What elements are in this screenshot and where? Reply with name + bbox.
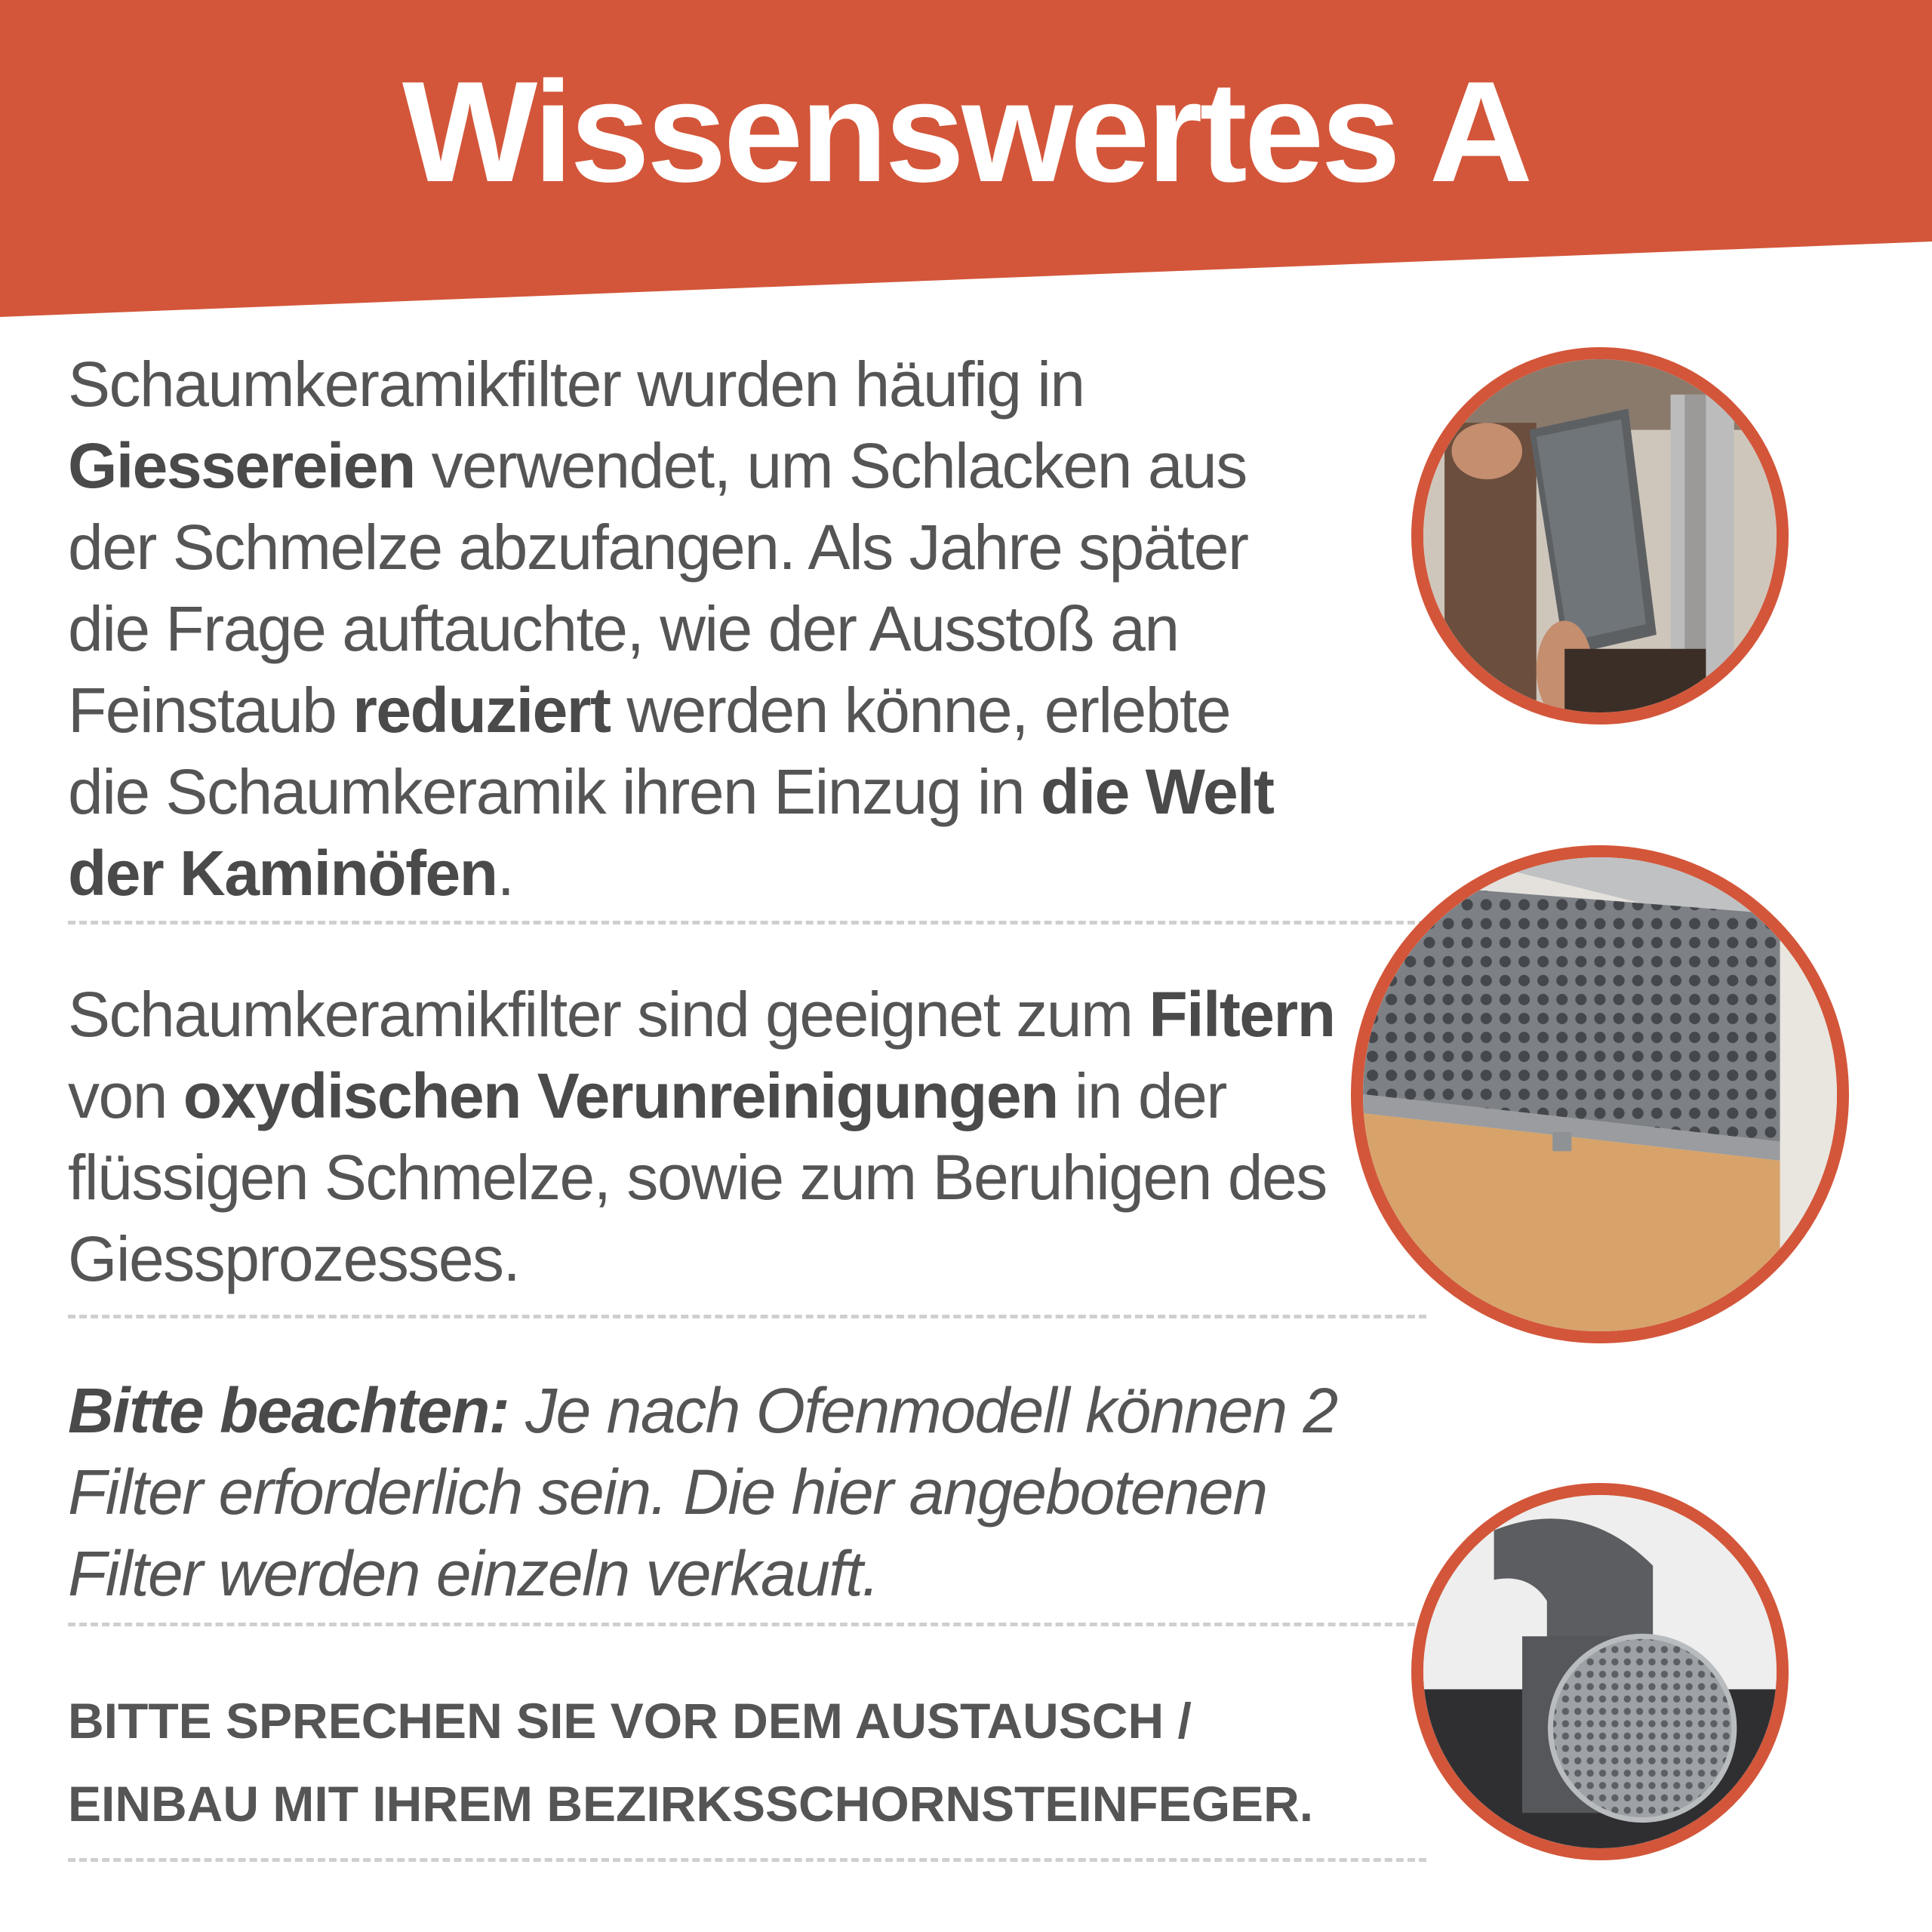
dashed-divider <box>68 1858 1426 1862</box>
text-segment: Je nach Ofenmodell können 2 Filter erforderlich sein. Die hier angebotenen Filter werden einzeln verkauft. <box>68 1375 1337 1609</box>
bold-segment: Bitte beachten: <box>68 1375 509 1446</box>
hands-inserting-filter-photo <box>1411 347 1789 724</box>
bold-segment: reduziert <box>352 675 611 746</box>
page-title: Wissenswertes A <box>401 52 1531 212</box>
foam-ceramic-filter-closeup-photo <box>1351 845 1849 1343</box>
notice-line: EINBAU MIT IHREM BEZIRKSSCHORNSTEINFEGER. <box>68 1776 1314 1832</box>
dashed-divider <box>68 921 1426 924</box>
notice-line: BITTE SPRECHEN SIE VOR DEM AUSTAUSCH / <box>68 1693 1192 1749</box>
info-paragraph-history <box>68 343 1291 914</box>
chimney-sweep-notice <box>68 1679 1426 1845</box>
text-segment: Schaumkeramikfilter sind geeignet zum <box>68 979 1149 1050</box>
bold-segment: oxydischen Verunreinigungen <box>183 1060 1058 1131</box>
bold-segment: die Welt der Kaminöfen <box>68 756 1274 909</box>
text-segment: Schaumkeramikfilter wurden häufig in <box>68 349 1084 420</box>
info-paragraph-note <box>68 1370 1366 1614</box>
text-segment: . <box>497 838 514 909</box>
text-segment: von <box>68 1060 183 1131</box>
text-segment: in der flüssigen Schmelze, sowie zum Beruhigen des Giessprozesses. <box>68 1060 1327 1294</box>
text-segment: verwendet, um Schlacken aus der Schmelze abzufangen. Als Jahre später die Frage auftauchte, wie der Ausstoß an Feinstaub <box>68 430 1248 746</box>
header-banner <box>0 0 1932 317</box>
round-filter-with-stovepipe-photo <box>1411 1483 1789 1860</box>
dashed-divider <box>68 1315 1426 1318</box>
bold-segment: Filtern <box>1149 979 1335 1050</box>
bold-segment: Giessereien <box>68 430 415 501</box>
info-paragraph-usage <box>68 974 1366 1300</box>
dashed-divider <box>68 1623 1426 1626</box>
text-segment: werden könne, erlebte die Schaumkeramik ihren Einzug in <box>68 675 1231 827</box>
